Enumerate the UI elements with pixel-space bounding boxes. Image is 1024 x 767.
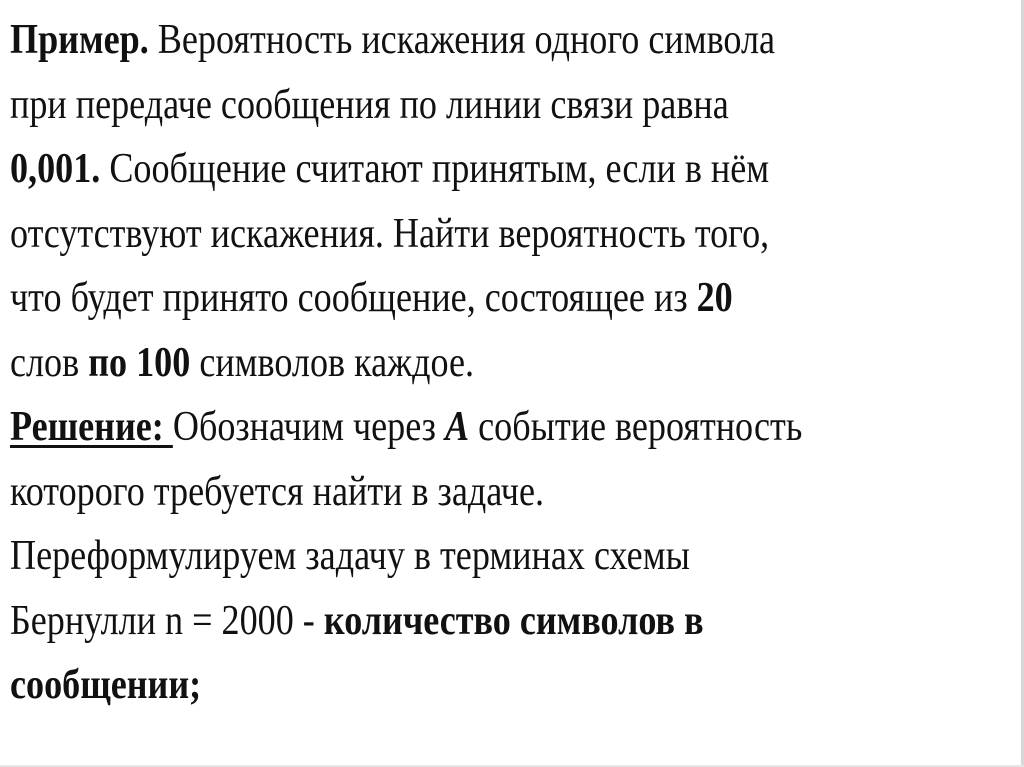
text-line-8 (10, 460, 1014, 525)
problem-text: при передаче сообщения по линии связи равна (10, 81, 729, 128)
text-line-9 (10, 524, 1014, 589)
text-line-7 (10, 395, 1014, 460)
probability-value: 0,001. (10, 146, 101, 192)
solution-text: Бернулли n = 2000 - (10, 597, 324, 644)
symbols-count-definition: сообщении; (10, 662, 202, 708)
solution-text: событие вероятность (469, 404, 803, 450)
text-line-2 (10, 73, 1014, 138)
symbols-per-word-value: по 100 (88, 339, 191, 386)
text-line-6 (10, 331, 1014, 396)
problem-text: отсутствуют искажения. Найти вероятность того, (10, 210, 770, 257)
text-line-5 (10, 266, 1014, 331)
problem-text: символов каждое. (190, 339, 475, 386)
text-line-3 (10, 137, 1014, 202)
solution-label: Решение: (10, 404, 173, 450)
word-count-value: 20 (696, 275, 733, 321)
problem-text: Вероятность искажения одного символа (148, 17, 776, 63)
symbols-count-definition: количество символов в (323, 597, 704, 644)
event-variable: А (444, 404, 470, 450)
problem-text: слов (10, 339, 89, 386)
solution-text: которого требуется найти в задаче. (10, 468, 545, 515)
example-label: Пример. (10, 17, 149, 63)
text-line-1 (10, 8, 1014, 73)
text-line-4 (10, 202, 1014, 267)
solution-text: Обозначим через (172, 404, 445, 450)
problem-text: что будет принято сообщение, состоящее из (10, 275, 697, 321)
text-line-11 (10, 653, 1014, 718)
slide-text-body (10, 8, 1014, 718)
text-line-10 (10, 589, 1014, 654)
problem-text: Сообщение считают принятым, если в нём (100, 146, 770, 192)
solution-text: Переформулируем задачу в терминах схемы (10, 533, 690, 579)
